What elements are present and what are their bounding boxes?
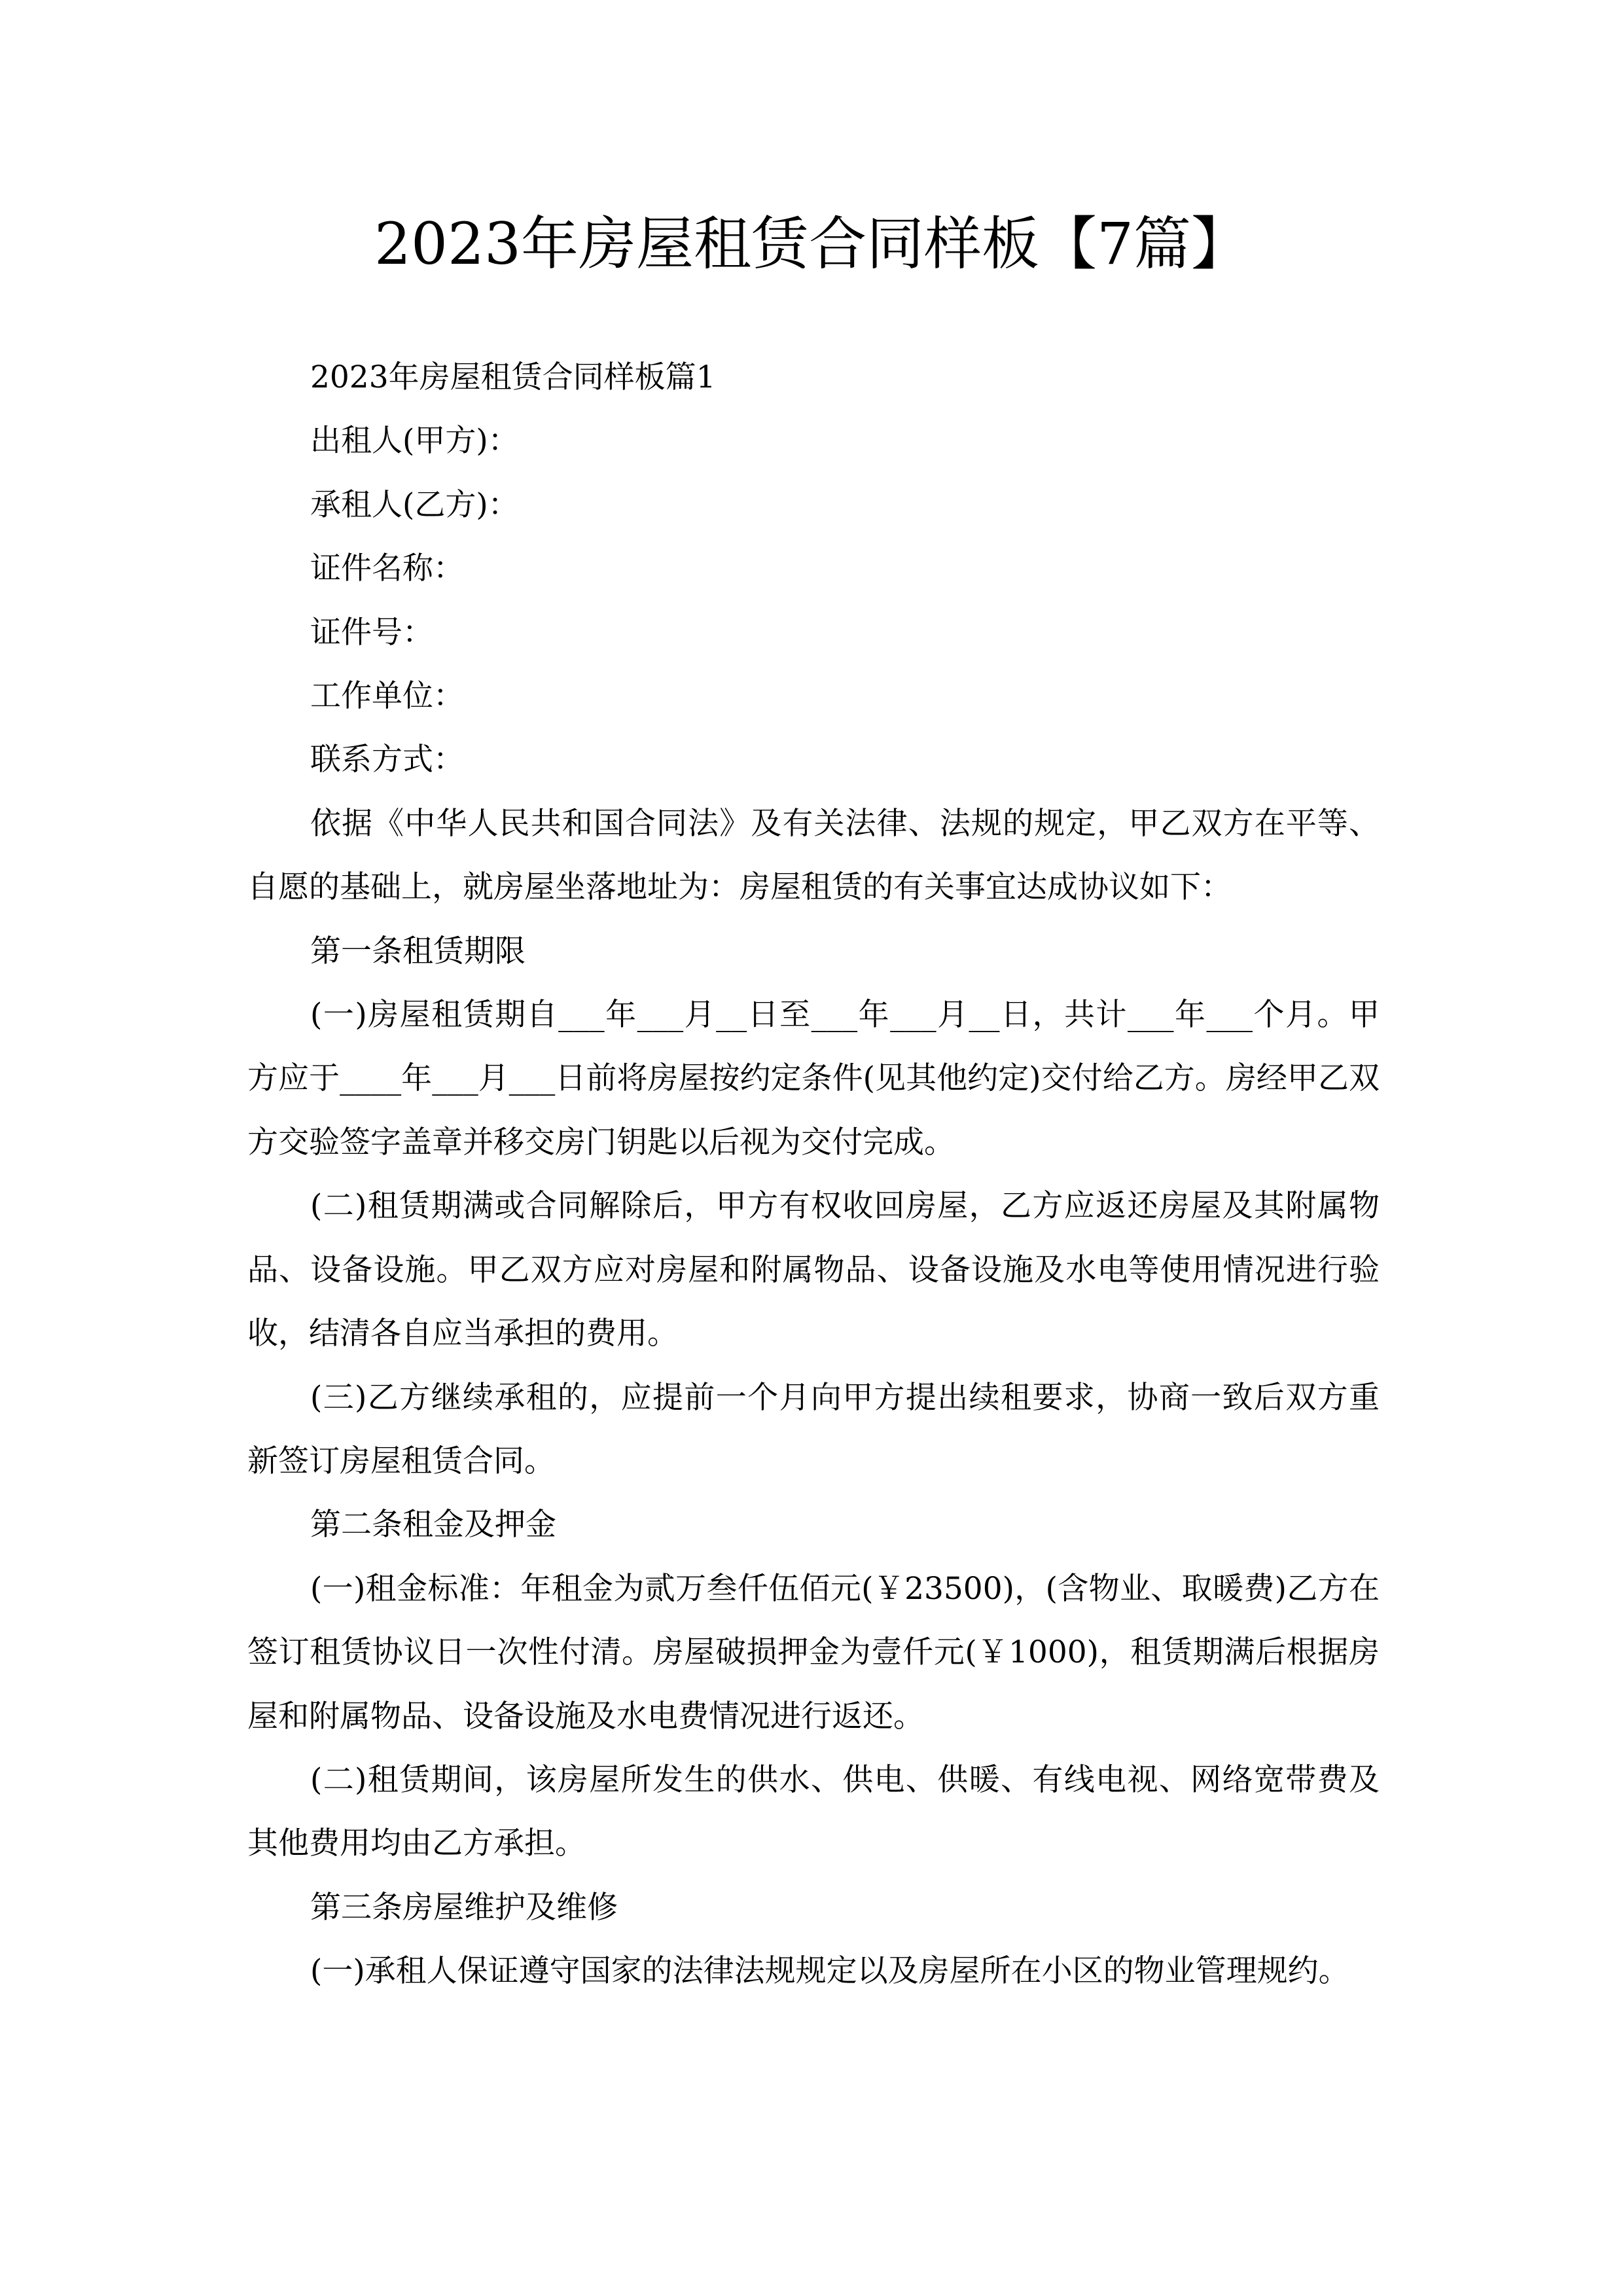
clause-paragraph: (一)租金标准：年租金为贰万叁仟伍佰元(￥23500)，(含物业、取暖费)乙方在签订租赁协议日一次性付清。房屋破损押金为壹仟元(￥1000)，租赁期满后根据房屋和附属物品、设备设施及水电费情况进行返还。: [247, 1570, 1380, 1734]
clause-paragraph: (三)乙方继续承租的，应提前一个月向甲方提出续租要求，协商一致后双方重新签订房屋租赁合同。: [247, 1379, 1380, 1479]
clause-paragraph: (二)租赁期间，该房屋所发生的供水、供电、供暖、有线电视、网络宽带费及其他费用均由乙方承担。: [247, 1761, 1380, 1862]
article-heading: 第三条房屋维护及维修: [310, 1889, 618, 1926]
clause-paragraph: (一)房屋租赁期自___年___月__日至___年___月__日，共计___年___个月。甲方应于____年___月___日前将房屋按约定条件(见其他约定)交付给乙方。房经甲乙双方交验签字盖章并移交房门钥匙以后视为交付完成。: [247, 997, 1380, 1160]
lessee-field: 承租人(乙方)：: [310, 486, 519, 523]
preamble-paragraph: 依据《中华人民共和国合同法》及有关法律、法规的规定，甲乙双方在平等、自愿的基础上，就房屋坐落地址为：房屋租赁的有关事宜达成协议如下：: [247, 805, 1380, 906]
lessor-field: 出租人(甲方)：: [310, 423, 519, 459]
article-heading: 第二条租金及押金: [310, 1507, 556, 1543]
id-number-field: 证件号：: [310, 614, 433, 651]
contact-field: 联系方式：: [310, 742, 464, 778]
section-heading: 2023年房屋租赁合同样板篇1: [310, 359, 716, 395]
id-type-field: 证件名称：: [310, 550, 464, 587]
document-title: 2023年房屋租赁合同样板【7篇】: [374, 210, 1249, 278]
clause-paragraph: (二)租赁期满或合同解除后，甲方有权收回房屋，乙方应返还房屋及其附属物品、设备设施。甲乙双方应对房屋和附属物品、设备设施及水电等使用情况进行验收，结清各自应当承担的费用。: [247, 1188, 1380, 1352]
article-heading: 第一条租赁期限: [310, 933, 526, 969]
document-body: [247, 346, 1380, 2003]
clause-paragraph: (一)承租人保证遵守国家的法律法规规定以及房屋所在小区的物业管理规约。: [310, 1953, 1349, 1990]
employer-field: 工作单位：: [310, 678, 464, 715]
